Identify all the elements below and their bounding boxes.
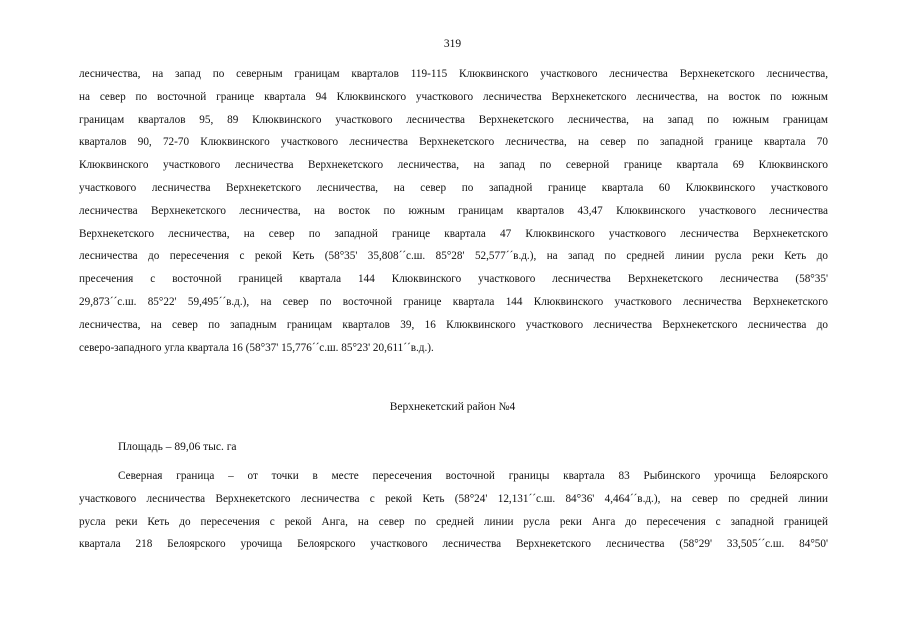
- paragraph-line: лесничества, на запад по северным границам кварталов 119-115 Клюквинского участкового лесничества Верхнекетского лесничества,: [79, 68, 828, 80]
- paragraph-line: 29,873´´с.ш. 85°22' 59,495´´в.д.), на север по восточной границе квартала 144 Клюквинского участкового лесничества Верхнекетского: [79, 295, 828, 308]
- area-statement: Площадь – 89,06 тыс. га: [118, 441, 237, 453]
- boundary-description-paragraph: [79, 63, 828, 359]
- paragraph-line: лесничества до пересечения с рекой Кеть (58°35' 35,808´´с.ш. 85°28' 52,577´´в.д.), на запад по средней линии русла реки Кеть до: [79, 250, 828, 263]
- paragraph-line: квартала 218 Белоярского урочища Белоярского участкового лесничества Верхнекетского лесничества (58°29' 33,505´´с.ш. 84°50': [79, 538, 828, 551]
- paragraph-line: Верхнекетского лесничества, на север по западной границе квартала 47 Клюквинского участкового лесничества Верхнекетского: [79, 227, 828, 240]
- paragraph-line: лесничества, на север по западным границам кварталов 39, 16 Клюквинского участкового лесничества Верхнекетского лесничества до: [79, 318, 828, 331]
- paragraph-line: границам кварталов 95, 89 Клюквинского участкового лесничества Верхнекетского лесничества, на запад по южным границам: [79, 113, 828, 126]
- paragraph-line: Клюквинского участкового лесничества Верхнекетского лесничества, на запад по северной границе квартала 69 Клюквинского: [79, 159, 828, 172]
- paragraph-line: русла реки Кеть до пересечения с рекой Анга, на север по средней линии русла реки Анга до пересечения с западной границей: [79, 515, 828, 528]
- paragraph-line: северо-западного угла квартала 16 (58°37' 15,776´´с.ш. 85°23' 20,611´´в.д.).: [79, 341, 434, 354]
- page-number: 319: [443, 38, 462, 50]
- paragraph-line: участкового лесничества Верхнекетского лесничества, на север по западной границе квартала 60 Клюквинского участкового: [79, 181, 828, 194]
- section-heading: Верхнекетский район №4: [389, 401, 516, 413]
- paragraph-line: Северная граница – от точки в месте пересечения восточной границы квартала 83 Рыбинского урочища Белоярского: [118, 470, 828, 482]
- northern-boundary-paragraph: [79, 465, 828, 556]
- paragraph-line: лесничества Верхнекетского лесничества, на восток по южным границам кварталов 43,47 Клюквинского участкового лесничества: [79, 204, 828, 217]
- paragraph-line: на север по восточной границе квартала 94 Клюквинского участкового лесничества Верхнекетского лесничества, на восток по южным: [79, 90, 828, 103]
- paragraph-line: пресечения с восточной границей квартала 144 Клюквинского участкового лесничества Верхнекетского лесничества (58°35': [79, 273, 828, 286]
- paragraph-line: участкового лесничества Верхнекетского лесничества с рекой Кеть (58°24' 12,131´´с.ш. 84°36' 4,464´´в.д.), на север по средней линии: [79, 492, 828, 505]
- paragraph-line: кварталов 90, 72-70 Клюквинского участкового лесничества Верхнекетского лесничества, на север по западной границе квартала 70: [79, 136, 828, 149]
